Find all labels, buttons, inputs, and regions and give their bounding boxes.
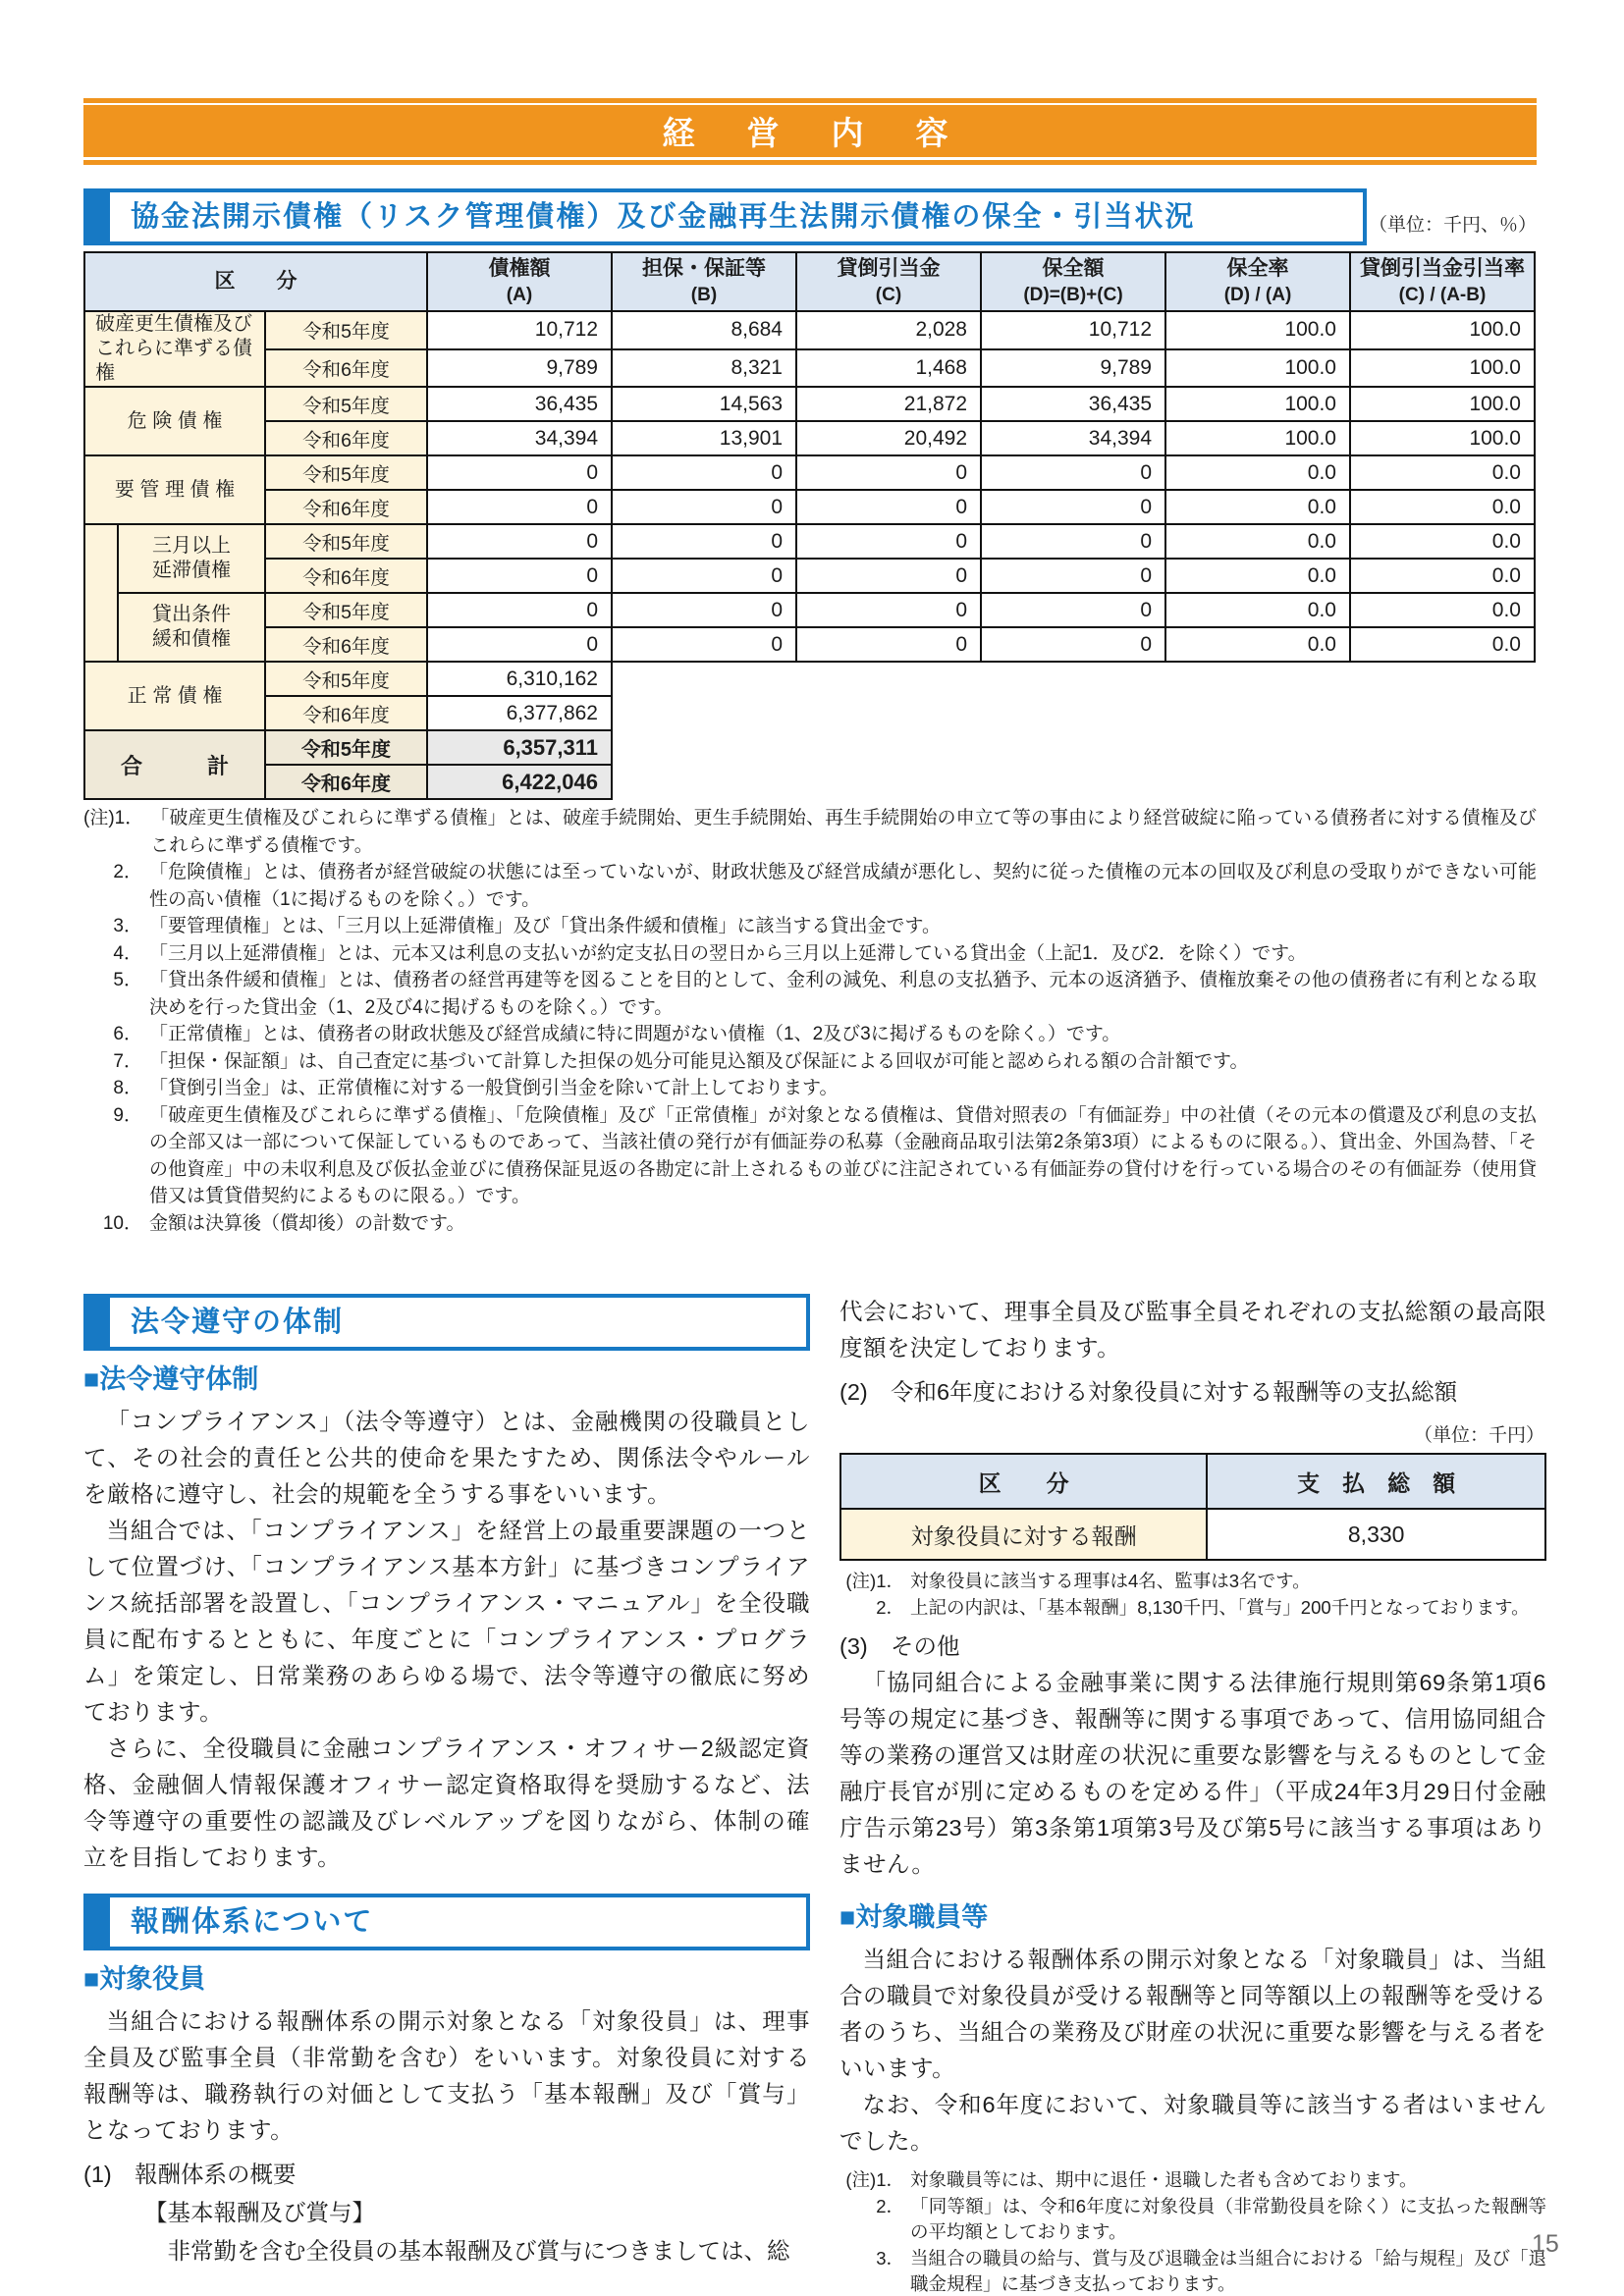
value-cell: 0 — [427, 524, 612, 559]
table-row — [84, 524, 1535, 559]
value-cell: 0 — [796, 490, 981, 524]
value-cell: 20,492 — [796, 421, 981, 455]
note-item: 7． 「担保・保証額」は、自己査定に基づいて計算した担保の処分可能見込額及び保証による回収が可能と認められる額の合計額です。 — [113, 1050, 1249, 1072]
target-staff-subheading: ■対象職員等 — [839, 1902, 989, 1932]
year-cell: 令和6年度 — [265, 349, 427, 388]
blank-area — [612, 730, 1535, 799]
table-row — [84, 311, 1535, 349]
value-cell: 34,394 — [981, 421, 1165, 455]
value-cell: 0 — [981, 593, 1165, 627]
value-cell: 0 — [427, 559, 612, 593]
risk-table-header-row — [84, 252, 1535, 311]
value-cell: 13,901 — [612, 421, 796, 455]
category-hasan: 破産更生債権及び これらに準ずる債権 — [84, 311, 265, 387]
year-cell: 令和5年度 — [265, 662, 427, 696]
blank-area — [612, 662, 1535, 730]
value-cell: 0.0 — [1165, 559, 1350, 593]
value-cell: 8,684 — [612, 311, 796, 349]
value-cell: 0.0 — [1165, 455, 1350, 490]
year-cell: 令和5年度 — [265, 455, 427, 490]
note-item: 2． 「危険債権」とは、債務者が経営破綻の状態には至っていないが、財政状態及び経営成績が悪化し、契約に従った債権の元本の回収及び利息の受取りができない可能性の高い債権（1に掲げるものを除く。）です。 — [113, 862, 1537, 910]
payment-header-total: 支 払 総 額 — [1207, 1454, 1545, 1509]
value-cell: 9,789 — [981, 349, 1165, 388]
value-cell: 0.0 — [1165, 524, 1350, 559]
note-item: 9． 「破産更生債権及びこれらに準ずる債権」、「危険債権」及び「正常債権」が対象となる債権は、貸借対照表の「有価証券」中の社債（その元本の償還及び利息の支払の全部又は一部について保証しているものであって、当該社債の発行が有価証券の私募（金融商品取引法第2条第3項）によるものに限る。）、貸出金、外国為替、「その他資産」中の未収利息及び仮払金並びに債務保証見返の各勘定に計上されるもの並びに注記されている有価証券の貸付けを行っている場合のその有価証券（使用貸借又は賃貸借契約によるものに限る。）です。 — [113, 1104, 1537, 1206]
value-cell: 0 — [796, 593, 981, 627]
payment-header-kubun: 区 分 — [840, 1454, 1207, 1509]
year-cell: 令和5年度 — [265, 593, 427, 627]
risk-table-unit-label: （単位：千円、％） — [1368, 215, 1537, 236]
value-cell: 100.0 — [1165, 311, 1350, 349]
table-row — [84, 627, 1535, 662]
note-item: 3． 「要管理債権」とは、「三月以上延滞債権」及び「貸出条件緩和債権」に該当する貸出金です。 — [113, 916, 941, 936]
value-cell: 1,468 — [796, 349, 981, 388]
note-item: 2． 上記の内訳は、「基本報酬」8,130千円、「賞与」200千円となっております。 — [876, 1596, 1530, 1618]
table-row — [84, 730, 1535, 765]
section-compliance-title: 法令遵守の体制 — [131, 1307, 345, 1338]
value-cell: 0 — [612, 627, 796, 662]
section-risk-loans-title: 協金法開示債権（リスク管理債権）及び金融再生法開示債権の保全・引当状況 — [131, 201, 1196, 233]
note-item: (注)1． 「破産更生債権及びこれらに準ずる債権」とは、破産手続開始、更生手続開始、再生手続開始の申立て等の事由により経営破綻に陥っている債務者に対する債権及びこれらに準ずる債権です。 — [83, 808, 1537, 856]
year-cell: 令和5年度 — [265, 730, 427, 765]
header-hozenritsu: 保全率 (D) / (A) — [1165, 252, 1350, 311]
year-cell: 令和6年度 — [265, 559, 427, 593]
value-cell: 36,435 — [427, 387, 612, 421]
payment-table — [839, 1453, 1546, 1561]
value-cell: 0.0 — [1165, 593, 1350, 627]
header-hozengaku: 保全額 (D)=(B)+(C) — [981, 252, 1165, 311]
value-cell: 6,377,862 — [427, 696, 612, 730]
page-number: 15 — [1532, 2230, 1559, 2258]
value-cell: 0 — [796, 559, 981, 593]
category-kiken: 危 険 債 権 — [84, 387, 265, 455]
reward-subheading: ■対象役員 — [83, 1964, 206, 1994]
value-cell: 0 — [612, 559, 796, 593]
value-cell: 0 — [981, 627, 1165, 662]
header-tanpo: 担保・保証等 (B) — [612, 252, 796, 311]
table-row — [84, 349, 1535, 388]
header-kubun: 区 分 — [84, 252, 427, 311]
compliance-subheading: ■法令遵守体制 — [83, 1364, 259, 1394]
header-hikiateritsu: 貸倒引当金引当率 (C) / (A-B) — [1350, 252, 1535, 311]
total-value-cell: 6,422,046 — [427, 765, 612, 799]
value-cell: 0.0 — [1165, 627, 1350, 662]
year-cell: 令和5年度 — [265, 311, 427, 349]
header-kashidaore: 貸倒引当金 (C) — [796, 252, 981, 311]
value-cell: 6,310,162 — [427, 662, 612, 696]
value-cell: 0.0 — [1165, 490, 1350, 524]
value-cell: 36,435 — [981, 387, 1165, 421]
reward-item-1: (1) 報酬体系の概要 — [83, 2162, 297, 2187]
value-cell: 100.0 — [1350, 311, 1535, 349]
value-cell: 2,028 — [796, 311, 981, 349]
note-item: 4． 「三月以上延滞債権」とは、元本又は利息の支払いが約定支払日の翌日から三月以上延滞している貸出金（上記1．及び2．を除く）です。 — [113, 942, 1307, 964]
page-banner-title: 経 営 内 容 — [662, 115, 958, 151]
year-cell: 令和6年度 — [265, 421, 427, 455]
section-reward-title: 報酬体系について — [131, 1906, 374, 1938]
target-staff-notes — [839, 2167, 1546, 2296]
payment-table-unit-label: （単位：千円） — [1413, 1425, 1544, 1446]
value-cell: 0 — [796, 455, 981, 490]
value-cell: 10,712 — [427, 311, 612, 349]
note-item: 2． 「同等額」は、令和6年度に対象役員（非常勤役員を除く）に支払った報酬等の平均額としております。 — [876, 2195, 1546, 2242]
reward-item-3-text: 「協同組合による金融事業に関する法律施行規則第69条第1項6号等の規定に基づき、報酬等に関する事項であって、信用協同組合等の業務の運営又は財産の状況に重要な影響を与えるものとして金融庁長官が別に定めるものを定める件」（平成24年3月29日付金融庁告示第23号）第3条第1項第3号及び第5号に該当する事項はありません。 — [839, 1670, 1546, 1877]
table-row — [84, 455, 1535, 490]
subcategory-indent-cell — [84, 524, 118, 662]
note-item: 5． 「貸出条件緩和債権」とは、債務者の経営再建等を図ることを目的として、金利の減免、利息の支払猶予、元本の返済猶予、債権放棄その他の債務者に有利となる取決めを行った貸出金（1、2及び4に掲げるものを除く。）です。 — [113, 970, 1537, 1018]
reward-item-1-text: 非常勤を含む全役員の基本報酬及び賞与につきましては、総 — [167, 2238, 790, 2264]
value-cell: 0 — [612, 490, 796, 524]
category-seijo: 正 常 債 権 — [84, 662, 265, 730]
value-cell: 100.0 — [1350, 387, 1535, 421]
target-staff-paragraph-1: 当組合における報酬体系の開示対象となる「対象職員」は、当組合の職員で対象役員が受ける報酬等と同等額以上の報酬等を受ける者のうち、当組合の業務及び財産の状況に重要な影響を与える者をいいます。 — [839, 1947, 1546, 2081]
table-row — [84, 593, 1535, 627]
table-row — [84, 490, 1535, 524]
year-cell: 令和5年度 — [265, 524, 427, 559]
year-cell: 令和6年度 — [265, 765, 427, 799]
value-cell: 0 — [427, 627, 612, 662]
banner-bottom-rule — [83, 160, 1537, 165]
compliance-paragraph-1: 「コンプライアンス」（法令等遵守）とは、金融機関の役職員として、その社会的責任と公共的使命を果たすため、関係法令やルールを厳格に遵守し、社会的規範を全うする事をいいます。 — [83, 1409, 810, 1507]
risk-table-notes — [83, 805, 1537, 1237]
year-cell: 令和6年度 — [265, 696, 427, 730]
value-cell: 0 — [427, 455, 612, 490]
value-cell: 0.0 — [1350, 455, 1535, 490]
reward-continuation-paragraph: 代会において、理事全員及び監事全員それぞれの支払総額の最高限度額を決定しております。 — [839, 1299, 1546, 1361]
compliance-paragraph-2: 当組合では、「コンプライアンス」を経営上の最重要課題の一つとして位置づけ、「コンプライアンス基本方針」に基づきコンプライアンス統括部署を設置し、「コンプライアンス・マニュアル」を全役職員に配布するとともに、年度ごとに「コンプライアンス・プログラム」を策定し、日常業務のあらゆる場で、法令等遵守の徹底に努めております。 — [83, 1518, 810, 1725]
value-cell: 100.0 — [1165, 387, 1350, 421]
value-cell: 14,563 — [612, 387, 796, 421]
compliance-paragraph-3: さらに、全役職員に金融コンプライアンス・オフィサー2級認定資格、金融個人情報保護オフィサー認定資格取得を奨励するなど、法令等遵守の重要性の認識及びレベルアップを図りながら、体制の確立を目指しております。 — [83, 1735, 810, 1870]
banner-top-rule — [83, 98, 1537, 103]
table-row — [84, 662, 1535, 696]
section-reward-heading — [83, 1894, 810, 1950]
year-cell: 令和5年度 — [265, 387, 427, 421]
section-risk-loans-heading — [83, 188, 1367, 245]
reward-paragraph-1: 当組合における報酬体系の開示対象となる「対象役員」は、理事全員及び監事全員（非常勤を含む）をいいます。対象役員に対する報酬等は、職務執行の対価として支払う「基本報酬」及び「賞与」となっております。 — [83, 2008, 810, 2143]
table-row — [84, 559, 1535, 593]
section-compliance-heading — [83, 1294, 810, 1351]
value-cell: 0 — [981, 559, 1165, 593]
note-item: (注)1． 対象職員等には、期中に退任・退職した者も含めております。 — [845, 2169, 1418, 2190]
value-cell: 0 — [612, 524, 796, 559]
reward-item-2: (2) 令和6年度における対象役員に対する報酬等の支払総額 — [839, 1379, 1458, 1405]
value-cell: 0 — [612, 455, 796, 490]
value-cell: 0 — [427, 490, 612, 524]
value-cell: 0 — [612, 593, 796, 627]
value-cell: 9,789 — [427, 349, 612, 388]
target-staff-paragraph-2: なお、令和6年度において、対象職員等に該当する者はいませんでした。 — [839, 2092, 1546, 2154]
note-item: 10． 金額は決算後（償却後）の計数です。 — [102, 1212, 465, 1234]
value-cell: 0 — [796, 627, 981, 662]
value-cell: 0.0 — [1350, 593, 1535, 627]
value-cell: 0.0 — [1350, 559, 1535, 593]
page-banner — [83, 105, 1537, 157]
risk-table — [83, 251, 1536, 800]
value-cell: 100.0 — [1350, 349, 1535, 388]
value-cell: 100.0 — [1165, 349, 1350, 388]
value-cell: 0 — [981, 490, 1165, 524]
payment-row-label: 対象役員に対する報酬 — [840, 1509, 1207, 1560]
note-item: 6． 「正常債権」とは、債務者の財政状態及び経営成績に特に問題がない債権（1、2及び3に掲げるものを除く。）です。 — [113, 1024, 1121, 1044]
value-cell: 100.0 — [1165, 421, 1350, 455]
value-cell: 8,321 — [612, 349, 796, 388]
value-cell: 0.0 — [1350, 490, 1535, 524]
category-sangetsu: 三月以上 延滞債権 — [118, 524, 265, 593]
reward-item-1-sub: 【基本報酬及び賞与】 — [144, 2200, 375, 2225]
payment-table-notes — [839, 1569, 1546, 1621]
value-cell: 100.0 — [1350, 421, 1535, 455]
header-saikengaku: 債権額 (A) — [427, 252, 612, 311]
note-item: (注)1． 対象役員に該当する理事は4名、監事は3名です。 — [845, 1571, 1311, 1591]
value-cell: 10,712 — [981, 311, 1165, 349]
year-cell: 令和6年度 — [265, 627, 427, 662]
reward-item-3: (3) その他 — [839, 1633, 960, 1659]
table-row — [84, 387, 1535, 421]
payment-table-row — [840, 1509, 1545, 1560]
note-item: 8． 「貸倒引当金」は、正常債権に対する一般貸倒引当金を除いて計上しております。 — [113, 1078, 839, 1098]
value-cell: 0 — [427, 593, 612, 627]
value-cell: 0.0 — [1350, 627, 1535, 662]
year-cell: 令和6年度 — [265, 490, 427, 524]
value-cell: 0.0 — [1350, 524, 1535, 559]
value-cell: 0 — [981, 524, 1165, 559]
right-column — [839, 1294, 1546, 2296]
total-value-cell: 6,357,311 — [427, 730, 612, 765]
category-total: 合 計 — [84, 730, 265, 799]
left-column — [83, 1294, 810, 2269]
category-yokanri: 要 管 理 債 権 — [84, 455, 265, 524]
payment-row-value: 8,330 — [1207, 1509, 1545, 1560]
payment-table-header-row — [840, 1454, 1545, 1509]
value-cell: 0 — [981, 455, 1165, 490]
category-kashidashi-joken: 貸出条件 緩和債権 — [118, 593, 265, 662]
table-row — [84, 421, 1535, 455]
value-cell: 34,394 — [427, 421, 612, 455]
value-cell: 21,872 — [796, 387, 981, 421]
risk-table-wrap — [83, 251, 1536, 800]
note-item: 3． 当組合の職員の給与、賞与及び退職金は当組合における「給与規程」及び「退職金規程」に基づき支払っております。 — [876, 2247, 1546, 2294]
value-cell: 0 — [796, 524, 981, 559]
